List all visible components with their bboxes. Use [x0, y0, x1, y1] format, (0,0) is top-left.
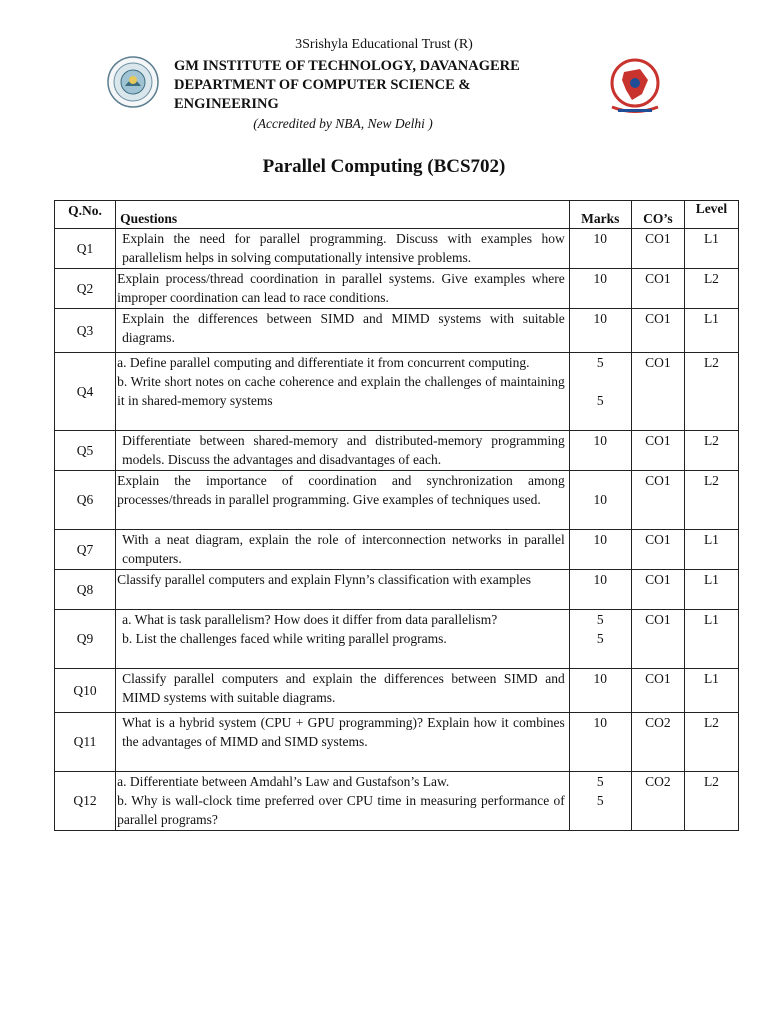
- marks-cell: [569, 431, 631, 471]
- question-part: Explain the differences between SIMD and MIMD systems with suitable diagrams.: [122, 311, 565, 345]
- header-qno: Q.No.: [55, 201, 116, 229]
- table-row: [55, 309, 739, 353]
- marks-cell: [569, 610, 631, 669]
- question-number: Q1: [55, 229, 116, 269]
- co-cell: CO1: [631, 353, 684, 431]
- table-row: [55, 570, 739, 610]
- marks-cell: [569, 269, 631, 309]
- question-text: [116, 669, 570, 713]
- table-row: [55, 229, 739, 269]
- questions-table: [54, 200, 739, 831]
- question-text: [116, 353, 570, 431]
- marks-value: 10: [593, 433, 608, 448]
- table-row: [55, 610, 739, 669]
- question-text: [116, 431, 570, 471]
- co-cell: CO1: [631, 669, 684, 713]
- question-part: Explain process/thread coordination in parallel systems. Give examples where improper coordination can lead to race conditions.: [117, 271, 565, 305]
- institute-emblem-icon: [107, 56, 159, 108]
- question-part: Classify parallel computers and explain Flynn’s classification with examples: [117, 572, 531, 587]
- level-cell: L1: [684, 570, 738, 610]
- marks-value: 10: [593, 271, 608, 286]
- question-number: Q7: [55, 530, 116, 570]
- question-text: [116, 269, 570, 309]
- table-row: [55, 530, 739, 570]
- marks-value: 10: [593, 715, 608, 730]
- table-row: [55, 669, 739, 713]
- header-level: Level: [684, 201, 738, 229]
- question-number: Q11: [55, 713, 116, 772]
- co-cell: CO1: [631, 431, 684, 471]
- trust-name: 3Srishyla Educational Trust (R): [295, 37, 473, 52]
- marks-value: 10: [593, 532, 608, 547]
- marks-value: 5: [596, 612, 604, 627]
- question-text: [116, 471, 570, 530]
- level-cell: L1: [684, 530, 738, 570]
- marks-cell: [569, 772, 631, 831]
- level-cell: L2: [684, 713, 738, 772]
- accreditation: (Accredited by NBA, New Delhi ): [253, 116, 433, 131]
- marks-value: 10: [593, 572, 608, 587]
- marks-value: 10: [593, 311, 608, 326]
- table-header-row: [55, 201, 739, 229]
- question-part: Explain the importance of coordination and synchronization among processes/threads in parallel programming. Give examples of techniques used.: [117, 473, 565, 507]
- question-text: [116, 713, 570, 772]
- table-row: [55, 353, 739, 431]
- question-part: With a neat diagram, explain the role of interconnection networks in parallel computers.: [122, 532, 565, 566]
- marks-value: 5: [596, 793, 604, 808]
- page-title: Parallel Computing (BCS702): [262, 156, 506, 177]
- question-part: Explain the need for parallel programming. Discuss with examples how parallelism helps in solving computationally intensive problems.: [122, 231, 565, 265]
- question-text: [116, 229, 570, 269]
- header-questions: Questions: [116, 201, 570, 229]
- level-cell: L2: [684, 269, 738, 309]
- level-cell: L1: [684, 610, 738, 669]
- question-part: b. Why is wall-clock time preferred over CPU time in measuring performance of parallel programs?: [117, 793, 565, 827]
- marks-cell: [569, 309, 631, 353]
- question-number: Q12: [55, 772, 116, 831]
- question-number: Q4: [55, 353, 116, 431]
- level-cell: L1: [684, 669, 738, 713]
- level-cell: L2: [684, 471, 738, 530]
- question-part: a. Differentiate between Amdahl’s Law and Gustafson’s Law.: [117, 774, 450, 789]
- marks-cell: [569, 471, 631, 530]
- question-text: [116, 610, 570, 669]
- co-cell: CO1: [631, 309, 684, 353]
- marks-value: 10: [593, 492, 608, 507]
- level-cell: L1: [684, 309, 738, 353]
- question-number: Q2: [55, 269, 116, 309]
- nba-logo-icon: [598, 56, 672, 116]
- question-text: [116, 570, 570, 610]
- marks-value: 5: [596, 774, 604, 789]
- question-number: Q8: [55, 570, 116, 610]
- level-cell: L2: [684, 431, 738, 471]
- question-text: [116, 309, 570, 353]
- marks-value: 5: [596, 355, 604, 370]
- marks-cell: [569, 570, 631, 610]
- question-part: What is a hybrid system (CPU + GPU programming)? Explain how it combines the advantages of MIMD and SIMD systems.: [122, 715, 565, 749]
- marks-cell: [569, 530, 631, 570]
- marks-cell: [569, 353, 631, 431]
- marks-value: [570, 372, 631, 391]
- marks-value: 5: [596, 393, 604, 408]
- level-cell: L2: [684, 353, 738, 431]
- marks-value: 10: [593, 671, 608, 686]
- question-number: Q10: [55, 669, 116, 713]
- header-marks: Marks: [569, 201, 631, 229]
- question-number: Q3: [55, 309, 116, 353]
- co-cell: CO1: [631, 530, 684, 570]
- co-cell: CO1: [631, 610, 684, 669]
- question-part: Differentiate between shared-memory and distributed-memory programming models. Discuss the advantages and disadvantages of each.: [122, 433, 565, 467]
- question-number: Q6: [55, 471, 116, 530]
- table-row: [55, 471, 739, 530]
- table-row: [55, 713, 739, 772]
- co-cell: CO1: [631, 471, 684, 530]
- question-part: a. Define parallel computing and differentiate it from concurrent computing.: [117, 355, 530, 370]
- institute-line: ENGINEERING: [174, 96, 279, 112]
- level-cell: L1: [684, 229, 738, 269]
- institute-line: DEPARTMENT OF COMPUTER SCIENCE &: [174, 77, 471, 93]
- co-cell: CO2: [631, 772, 684, 831]
- marks-cell: [569, 229, 631, 269]
- marks-cell: [569, 669, 631, 713]
- level-cell: L2: [684, 772, 738, 831]
- co-cell: CO2: [631, 713, 684, 772]
- question-part: a. What is task parallelism? How does it differ from data parallelism?: [122, 612, 498, 627]
- question-part: Classify parallel computers and explain the differences between SIMD and MIMD systems with suitable diagrams.: [122, 671, 565, 705]
- marks-value: 10: [593, 231, 608, 246]
- co-cell: CO1: [631, 269, 684, 309]
- question-number: Q5: [55, 431, 116, 471]
- table-row: [55, 772, 739, 831]
- table-row: [55, 431, 739, 471]
- question-text: [116, 530, 570, 570]
- question-number: Q9: [55, 610, 116, 669]
- question-part: b. List the challenges faced while writing parallel programs.: [122, 631, 447, 646]
- institute-line: GM INSTITUTE OF TECHNOLOGY, DAVANAGERE: [174, 58, 520, 74]
- header-cos: CO’s: [631, 201, 684, 229]
- co-cell: CO1: [631, 570, 684, 610]
- marks-value: 5: [596, 631, 604, 646]
- co-cell: CO1: [631, 229, 684, 269]
- table-row: [55, 269, 739, 309]
- marks-cell: [569, 713, 631, 772]
- question-text: [116, 772, 570, 831]
- marks-value: [570, 471, 631, 490]
- institute-block: [174, 57, 520, 114]
- question-part: b. Write short notes on cache coherence and explain the challenges of maintaining it in shared-memory systems: [117, 374, 565, 408]
